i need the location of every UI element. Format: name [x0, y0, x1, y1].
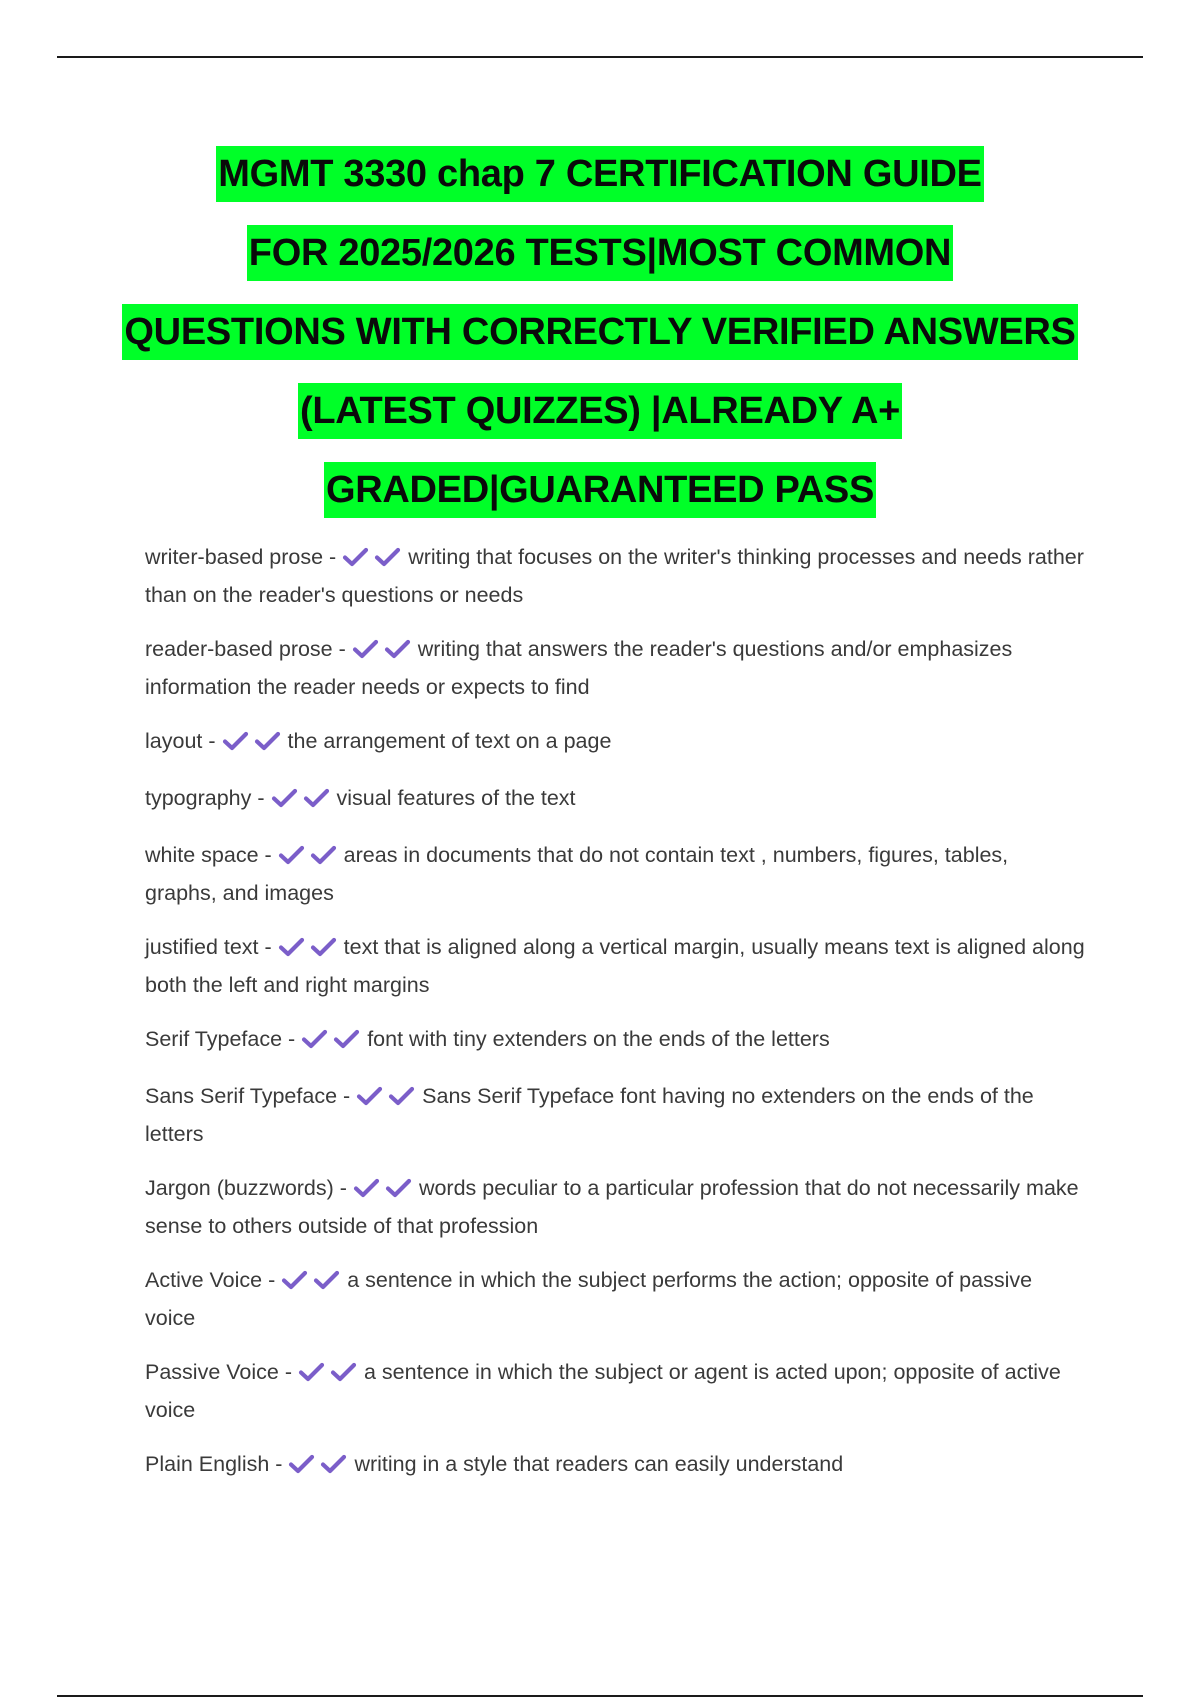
title-line-text: FOR 2025/2026 TESTS|MOST COMMON [247, 225, 953, 281]
double-checkmark-icon [301, 1025, 365, 1060]
glossary-term: Serif Typeface - [145, 1027, 296, 1051]
glossary-term: writer-based prose - [145, 545, 337, 569]
glossary-definition: text that is aligned along a vertical margin, usually means text is aligned along both the left and right margins [145, 935, 1085, 997]
title-line [0, 221, 1200, 300]
glossary-definition: words peculiar to a particular profession that do not necessarily make sense to others outside of that profession [145, 1176, 1079, 1238]
glossary-definition: writing in a style that readers can easily understand [354, 1452, 844, 1476]
glossary-term: typography - [145, 786, 265, 810]
glossary-list [145, 540, 1085, 1504]
glossary-definition: writing that answers the reader's questions and/or emphasizes information the reader needs or expects to find [145, 637, 1013, 699]
title-line-text: (LATEST QUIZZES) |ALREADY A+ [298, 383, 902, 439]
glossary-term: Plain English - [145, 1452, 283, 1476]
glossary-term: white space - [145, 843, 272, 867]
double-checkmark-icon [288, 1450, 352, 1485]
title-line [0, 300, 1200, 379]
bottom-rule [57, 1695, 1143, 1697]
double-checkmark-icon [352, 635, 416, 670]
glossary-entry [145, 724, 1085, 762]
glossary-entry [145, 930, 1085, 1003]
glossary-term: layout - [145, 729, 216, 753]
glossary-term: Passive Voice - [145, 1360, 292, 1384]
double-checkmark-icon [278, 841, 342, 876]
title-line-text: MGMT 3330 chap 7 CERTIFICATION GUIDE [216, 146, 983, 202]
double-checkmark-icon [278, 933, 342, 968]
double-checkmark-icon [298, 1358, 362, 1393]
glossary-entry [145, 540, 1085, 613]
glossary-entry [145, 1079, 1085, 1152]
glossary-entry [145, 1263, 1085, 1336]
title-line [0, 379, 1200, 458]
glossary-definition: a sentence in which the subject or agent is acted upon; opposite of active voice [145, 1360, 1061, 1422]
glossary-entry [145, 632, 1085, 705]
glossary-term: reader-based prose - [145, 637, 346, 661]
title-line-text: GRADED|GUARANTEED PASS [324, 462, 876, 518]
glossary-term: justified text - [145, 935, 272, 959]
glossary-definition: Sans Serif Typeface font having no extenders on the ends of the letters [145, 1084, 1034, 1146]
glossary-term: Jargon (buzzwords) - [145, 1176, 347, 1200]
double-checkmark-icon [281, 1266, 345, 1301]
title-line [0, 458, 1200, 537]
glossary-term: Active Voice - [145, 1268, 276, 1292]
title-line-text: QUESTIONS WITH CORRECTLY VERIFIED ANSWERS [122, 304, 1077, 360]
double-checkmark-icon [356, 1082, 420, 1117]
double-checkmark-icon [222, 727, 286, 762]
double-checkmark-icon [342, 543, 406, 578]
glossary-entry [145, 1022, 1085, 1060]
glossary-term: Sans Serif Typeface - [145, 1084, 351, 1108]
double-checkmark-icon [271, 784, 335, 819]
glossary-definition: areas in documents that do not contain text , numbers, figures, tables, graphs, and images [145, 843, 1009, 905]
top-rule [57, 56, 1143, 58]
glossary-entry [145, 1355, 1085, 1428]
glossary-entry [145, 1171, 1085, 1244]
glossary-definition: the arrangement of text on a page [287, 729, 612, 753]
glossary-entry [145, 1447, 1085, 1485]
glossary-definition: font with tiny extenders on the ends of the letters [367, 1027, 830, 1051]
glossary-definition: visual features of the text [336, 786, 576, 810]
glossary-definition: writing that focuses on the writer's thinking processes and needs rather than on the reader's questions or needs [145, 545, 1084, 607]
glossary-entry [145, 781, 1085, 819]
document-title [0, 142, 1200, 537]
double-checkmark-icon [353, 1174, 417, 1209]
title-line [0, 142, 1200, 221]
glossary-definition: a sentence in which the subject performs the action; opposite of passive voice [145, 1268, 1033, 1330]
glossary-entry [145, 838, 1085, 911]
